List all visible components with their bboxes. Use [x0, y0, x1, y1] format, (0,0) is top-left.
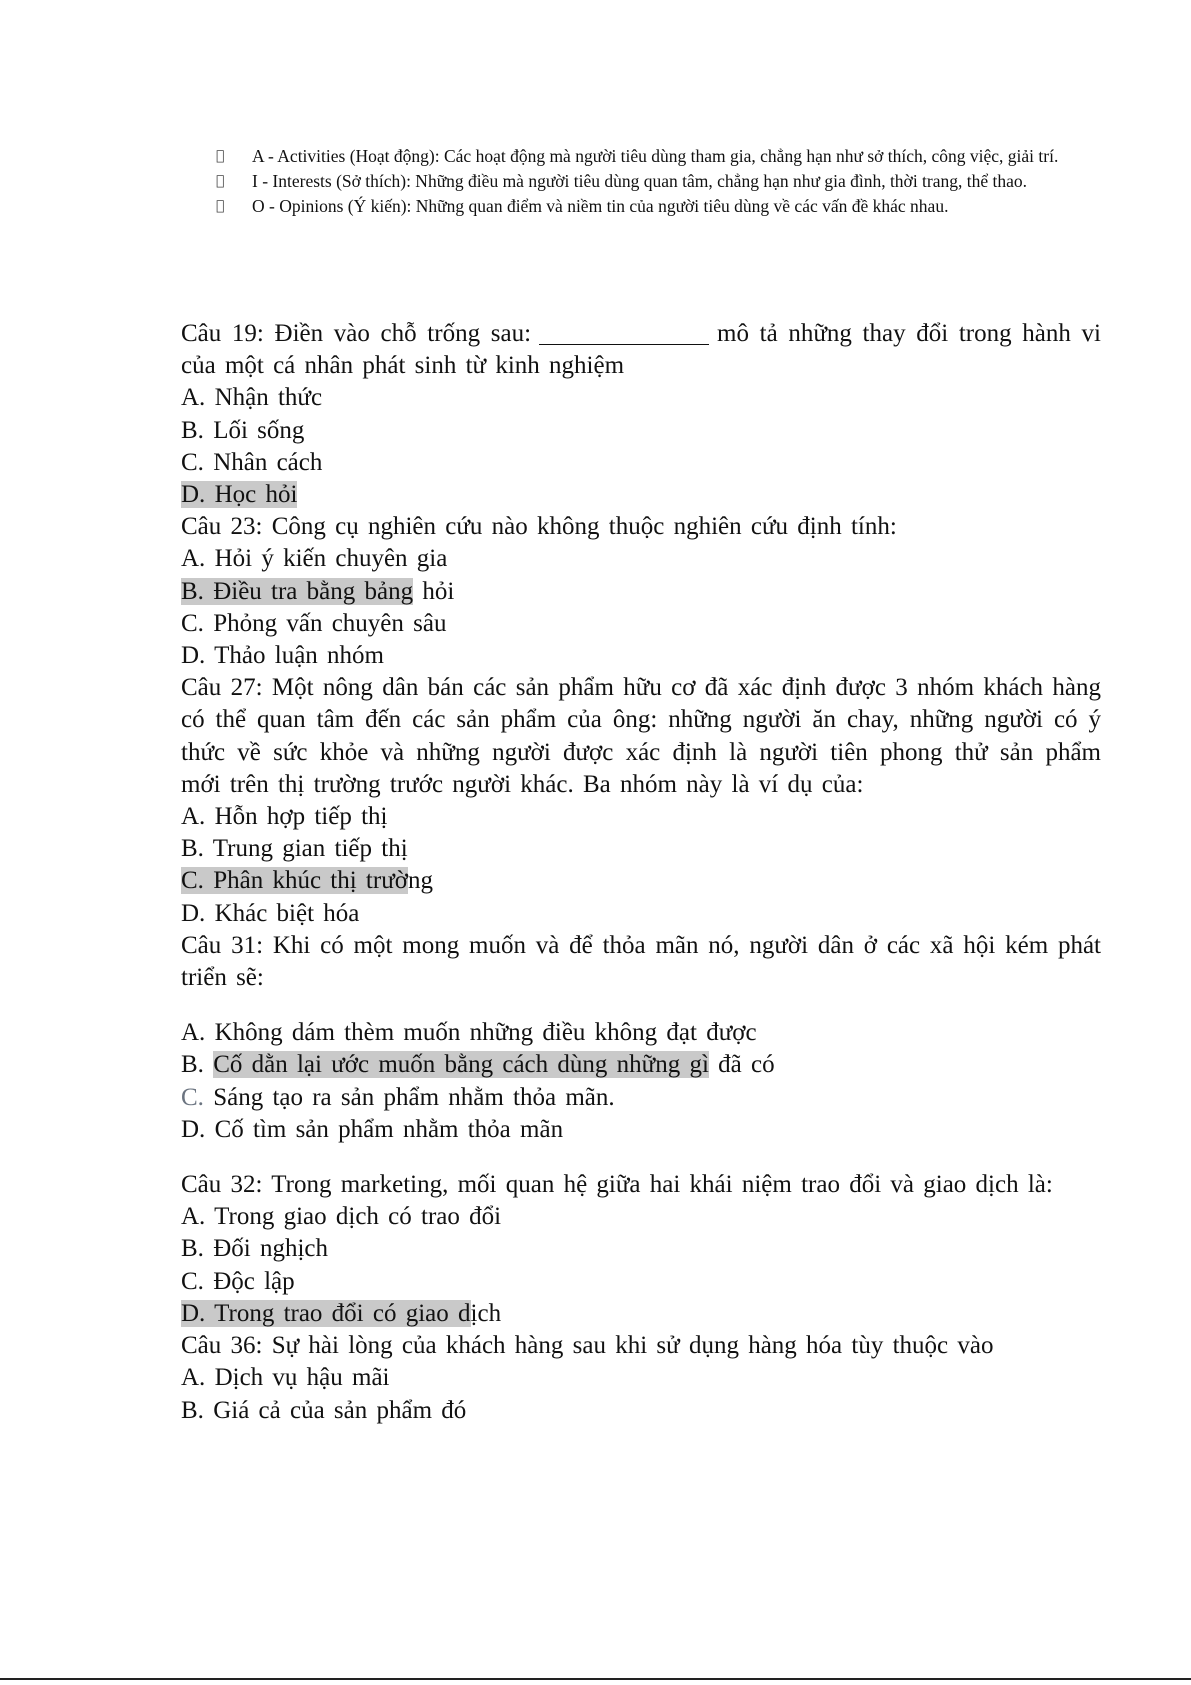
question-36-option-a — [181, 1362, 1101, 1394]
option-letter: A. — [181, 1203, 206, 1231]
question-27-option-d — [181, 898, 1101, 930]
question-36-stem: Câu 36: Sự hài lòng của khách hàng sau khi sử dụng hàng hóa tùy thuộc vào — [181, 1332, 994, 1360]
bullet-icon — [216, 194, 226, 218]
option-letter: D. — [181, 481, 206, 509]
option-text-rest: ng — [407, 867, 433, 895]
option-letter: B. — [181, 835, 204, 863]
option-text: Dịch vụ hậu mãi — [214, 1364, 390, 1392]
option-text-rest: đã có — [708, 1051, 775, 1079]
option-text-highlight: Phân khúc thị trườ — [213, 867, 408, 895]
highlighted-answer — [181, 867, 408, 894]
question-32-option-c — [181, 1266, 1101, 1298]
option-text: Giá cả của sản phẩm đó — [213, 1396, 467, 1424]
bullet-item-activities — [216, 144, 1128, 168]
question-27-option-a — [181, 801, 1101, 833]
option-text: Thảo luận nhóm — [214, 642, 384, 670]
question-31-option-c — [181, 1082, 1101, 1114]
option-letter: A. — [181, 1019, 206, 1047]
option-letter: D. — [181, 642, 206, 670]
question-list — [181, 318, 1101, 1427]
option-letter: B. — [181, 1396, 204, 1424]
option-letter: C. — [181, 609, 204, 637]
question-32-option-d — [181, 1298, 1101, 1330]
option-text: Sáng tạo ra sản phẩm nhằm thỏa mãn. — [213, 1083, 615, 1111]
option-text-highlight: Điều tra bằng bảng — [213, 577, 414, 605]
footer-rule — [0, 1678, 1191, 1680]
question-31-option-a — [181, 1017, 1101, 1049]
option-text: Nhân cách — [213, 448, 323, 476]
question-31-option-b — [181, 1049, 1101, 1081]
aio-bullet-list — [216, 144, 1128, 219]
bullet-item-interests — [216, 169, 1128, 193]
bullet-icon — [216, 169, 226, 193]
option-letter: B. — [181, 577, 204, 605]
option-letter: A. — [181, 803, 206, 831]
question-19-stem — [181, 318, 1101, 382]
option-letter: B. — [181, 416, 204, 444]
question-31-stem: Câu 31: Khi có một mong muốn và để thỏa mãn nó, người dân ở các xã hội kém phát triển sẽ: — [181, 931, 1101, 992]
question-19-option-c — [181, 447, 1101, 479]
option-text-highlight: Cố dằn lại ước muốn bằng cách dùng những gì — [213, 1051, 709, 1079]
question-27-option-c — [181, 865, 1101, 897]
option-text: Lối sống — [213, 416, 305, 444]
option-letter: C. — [181, 1267, 204, 1295]
bullet-icon — [216, 144, 226, 168]
option-letter: A. — [181, 1364, 206, 1392]
question-23-stem: Câu 23: Công cụ nghiên cứu nào không thuộc nghiên cứu định tính: — [181, 513, 897, 541]
paragraph-gap — [181, 1146, 1101, 1169]
highlighted-answer — [181, 1300, 471, 1327]
question-32-option-b — [181, 1233, 1101, 1265]
highlighted-answer — [181, 578, 413, 605]
bullet-text: I - Interests (Sở thích): Những điều mà người tiêu dùng quan tâm, chẳng hạn như gia đình, thời trang, thể thao. — [252, 171, 1028, 191]
question-27-option-b — [181, 833, 1101, 865]
option-text: Hỗn hợp tiếp thị — [214, 803, 388, 831]
option-letter: A. — [181, 545, 206, 573]
option-letter: A. — [181, 384, 206, 412]
question-19-stem-end: mô tả những thay đổi trong hành vi của một cá nhân phát sinh từ kinh nghiệm — [181, 320, 1101, 380]
option-text: Không dám thèm muốn những điều không đạt được — [214, 1019, 757, 1047]
question-19-option-b — [181, 415, 1101, 447]
option-text: Học hỏi — [214, 481, 298, 509]
question-36-option-b — [181, 1395, 1101, 1427]
question-32-stem: Câu 32: Trong marketing, mối quan hệ giữa hai khái niệm trao đổi và giao dịch là: — [181, 1171, 1053, 1199]
option-text: Phỏng vấn chuyên sâu — [213, 609, 447, 637]
question-19-option-d — [181, 479, 1101, 511]
option-text: Đối nghịch — [213, 1235, 328, 1263]
option-letter: D. — [181, 899, 206, 927]
question-23-option-a — [181, 543, 1101, 575]
question-31-option-d — [181, 1114, 1101, 1146]
bullet-text: A - Activities (Hoạt động): Các hoạt động mà người tiêu dùng tham gia, chẳng hạn như sở thích, công việc, giải trí. — [252, 146, 1059, 166]
option-text-rest: hỏi — [413, 577, 455, 605]
option-letter: C. — [181, 867, 204, 895]
option-text: Trong giao dịch có trao đổi — [214, 1203, 502, 1231]
question-19-option-a — [181, 382, 1101, 414]
paragraph-gap — [181, 994, 1101, 1017]
question-32-option-a — [181, 1201, 1101, 1233]
option-text: Cố tìm sản phẩm nhằm thỏa mãn — [214, 1115, 564, 1143]
option-text: Hỏi ý kiến chuyên gia — [214, 545, 448, 573]
option-text-rest: ịch — [470, 1299, 502, 1327]
option-text: Nhận thức — [214, 384, 323, 412]
option-letter: B. — [181, 1235, 204, 1263]
option-letter: B. — [181, 1051, 204, 1079]
highlighted-answer — [213, 1051, 709, 1078]
question-23-option-b — [181, 576, 1101, 608]
option-text-highlight: D. Trong trao đổi có giao d — [181, 1299, 471, 1327]
highlighted-answer — [181, 481, 297, 508]
bullet-item-opinions — [216, 194, 1128, 218]
option-text: Trung gian tiếp thị — [212, 835, 408, 863]
bullet-text: O - Opinions (Ý kiến): Những quan điểm và niềm tin của người tiêu dùng về các vấn đề khác nhau. — [252, 196, 949, 216]
question-19-stem-start: Câu 19: Điền vào chỗ trống sau: — [181, 320, 532, 347]
question-23-option-d — [181, 640, 1101, 672]
question-27-stem: Câu 27: Một nông dân bán các sản phẩm hữu cơ đã xác định được 3 nhóm khách hàng có thể quan tâm đến các sản phẩm của ông: những người ăn chay, những người có ý thức về sức khỏe và những người được xác định là người tiên phong thử sản phẩm mới trên thị trường trước người khác. Ba nhóm này là ví dụ của: — [181, 674, 1101, 798]
fill-in-blank — [539, 320, 709, 345]
option-text: Khác biệt hóa — [214, 899, 360, 927]
option-letter: C. — [181, 448, 204, 476]
question-23-option-c — [181, 608, 1101, 640]
option-letter: C. — [181, 1083, 204, 1111]
option-letter: D. — [181, 1115, 206, 1143]
option-text: Độc lập — [213, 1267, 295, 1295]
